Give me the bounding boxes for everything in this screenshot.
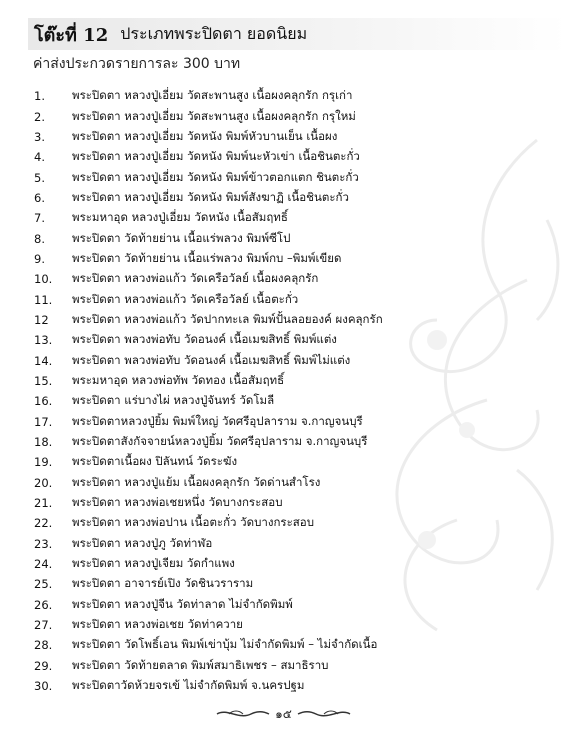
table-number-value: 12 — [83, 24, 109, 46]
list-item — [28, 330, 548, 350]
list-item — [28, 452, 548, 472]
right-ornament-icon — [296, 707, 352, 721]
list-item — [28, 412, 548, 432]
item-number: 17. — [34, 414, 53, 429]
list-item — [28, 513, 548, 533]
item-number: 26. — [34, 597, 53, 612]
item-text: พระปิดตา อาจารย์เปิง วัดชินวราราม — [72, 576, 254, 591]
list-item — [28, 188, 548, 208]
item-text: พระปิดตา หลวงปู่เอี่ยม วัดหนัง พิมพ์สังฆาฏิ เนื้อชินตะกั่ว — [72, 189, 349, 204]
list-item — [28, 595, 548, 615]
list-item — [28, 615, 548, 635]
title-bar — [28, 18, 567, 50]
list-item — [28, 249, 548, 269]
item-text: พระปิดตา หลวงพ่อปาน เนื้อตะกั่ว วัดบางกระสอบ — [72, 515, 315, 530]
list-item — [28, 371, 548, 391]
list-item — [28, 310, 548, 330]
table-number — [34, 20, 108, 49]
item-number: 6. — [34, 190, 45, 205]
item-number: 19. — [34, 455, 53, 470]
item-text: พระปิดตา หลวงพ่อแก้ว วัดปากทะเล พิมพ์ปั้นลอยองค์ ผงคลุกรัก — [72, 311, 383, 326]
item-number: 1. — [34, 89, 45, 104]
item-text: พระปิดตา หลวงปู่เอี่ยม วัดหนัง พิมพ์นะหัวเข่า เนื้อชินตะกั่ว — [72, 149, 360, 164]
item-text: พระปิดตา หลวงปู่เอี่ยม วัดหนัง พิมพ์หัวบานเย็น เนื้อผง — [72, 128, 338, 143]
list-item — [28, 86, 548, 106]
item-text: พระปิดตา พลวงพ่อทับ วัดอนงค์ เนื้อเมฆสิทธิ์ พิมพ์ไม่แต่ง — [72, 352, 351, 367]
list-item — [28, 534, 548, 554]
list-item — [28, 473, 548, 493]
item-number: 15. — [34, 373, 53, 388]
item-text: พระปิดตา หลวงปู่เอี่ยม วัดสะพานสูง เนื้อผงคลุกรัก กรุใหม่ — [72, 108, 356, 123]
list-item — [28, 493, 548, 513]
item-text: พระปิดตาสังกัจจายน์หลวงปู่ยิ้ม วัดศรีอุปลาราม จ.กาญจนบุรี — [72, 434, 368, 449]
left-ornament-icon — [215, 707, 271, 721]
page-number: ๑๕ — [275, 706, 292, 721]
item-text: พระปิดตา หลวงพ่อแก้ว วัดเครือวัลย์ เนื้อตะกั่ว — [72, 291, 299, 306]
item-number: 10. — [34, 272, 53, 287]
list-item — [28, 289, 548, 309]
item-number: 8. — [34, 231, 45, 246]
list-item — [28, 391, 548, 411]
item-text: พระปิดตา หลวงปู่จีน วัดท่าลาด ไม่จำกัดพิมพ์ — [72, 596, 293, 611]
table-prefix: โต๊ะที่ — [34, 24, 77, 46]
list-item — [28, 554, 548, 574]
item-number: 2. — [34, 109, 45, 124]
list-item — [28, 167, 548, 187]
item-number: 11. — [34, 292, 53, 307]
list-item — [28, 676, 548, 696]
entry-fee-subtitle: ค่าส่งประกวดรายการละ 300 บาท — [33, 56, 241, 72]
item-number: 24. — [34, 557, 53, 572]
item-text: พระปิดตา แร่บางไผ่ หลวงปู่จันทร์ วัดโมลี — [72, 393, 275, 408]
item-number: 23. — [34, 536, 53, 551]
item-number: 14. — [34, 353, 53, 368]
item-number: 25. — [34, 577, 53, 592]
item-number: 13. — [34, 333, 53, 348]
item-number: 22. — [34, 516, 53, 531]
item-number: 3. — [34, 129, 45, 144]
item-number: 9. — [34, 251, 45, 266]
item-text: พระปิดตา พลวงพ่อทับ วัดอนงค์ เนื้อเมฆสิทธิ์ พิมพ์แต่ง — [72, 332, 337, 347]
category-list — [28, 86, 548, 696]
list-item — [28, 147, 548, 167]
item-text: พระปิดตา หลวงปู่แย้ม เนื้อผงคลุกรัก วัดด่านสำโรง — [72, 474, 321, 489]
list-item — [28, 228, 548, 248]
item-text: พระปิดตา หลวงพ่อเชยหนึ่ง วัดบางกระสอบ — [72, 495, 283, 510]
item-number: 27. — [34, 618, 53, 633]
item-number: 30. — [34, 679, 53, 694]
list-item — [28, 106, 548, 126]
list-item — [28, 350, 548, 370]
item-text: พระมหาอุด หลวงปู่เอี่ยม วัดหนัง เนื้อสัมฤทธิ์ — [72, 210, 288, 225]
item-number: 28. — [34, 638, 53, 653]
item-text: พระปิดตา หลวงปู่ภู วัดท่าฬ่อ — [72, 535, 213, 550]
item-text: พระปิดตา วัดท้ายย่าน เนื้อแร่พลวง พิมพ์ซีโป — [72, 230, 291, 245]
item-text: พระปิดตา วัดท้ายตลาด พิมพ์สมาธิเพชร – สมาธิราบ — [72, 657, 329, 672]
list-item — [28, 432, 548, 452]
item-number: 18. — [34, 435, 53, 450]
list-item — [28, 269, 548, 289]
item-text: พระปิดตา วัดท้ายย่าน เนื้อแร่พลวง พิมพ์กบ –พิมพ์เขียด — [72, 250, 342, 265]
item-number: 29. — [34, 658, 53, 673]
item-number: 12 — [34, 312, 49, 327]
item-text: พระปิดตาเนื้อผง ปิลันทน์ วัดระฆัง — [72, 454, 238, 469]
list-item — [28, 656, 548, 676]
list-item — [28, 635, 548, 655]
item-text: พระปิดตา หลวงปู่เจียม วัดกำแพง — [72, 556, 235, 571]
list-item — [28, 208, 548, 228]
item-text: พระปิดตาวัดห้วยจรเข้ ไม่จำกัดพิมพ์ จ.นครปฐม — [72, 678, 305, 693]
item-text: พระปิดตา หลวงปู่เอี่ยม วัดสะพานสูง เนื้อผงคลุกรัก กรุเก่า — [72, 88, 353, 103]
item-number: 16. — [34, 394, 53, 409]
item-text: พระปิดตา หลวงปู่เอี่ยม วัดหนัง พิมพ์ข้าวตอกแตก ชินตะกั่ว — [72, 169, 359, 184]
item-text: พระปิดตา หลวงพ่อเชย วัดท่าควาย — [72, 617, 243, 632]
item-number: 21. — [34, 496, 53, 511]
item-text: พระปิดตา หลวงพ่อแก้ว วัดเครือวัลย์ เนื้อผงคลุกรัก — [72, 271, 319, 286]
page-footer — [0, 702, 567, 726]
item-text: พระปิดตาหลวงปู่ยิ้ม พิมพ์ใหญ่ วัดศรีอุปลาราม จ.กาญจนบุรี — [72, 413, 363, 428]
item-number: 7. — [34, 211, 45, 226]
item-number: 5. — [34, 170, 45, 185]
list-item — [28, 574, 548, 594]
item-number: 4. — [34, 150, 45, 165]
list-item — [28, 127, 548, 147]
item-text: พระมหาอุด หลวงพ่อทัพ วัดทอง เนื้อสัมฤทธิ์ — [72, 372, 285, 387]
item-number: 20. — [34, 475, 53, 490]
page-title: ประเภทพระปิดตา ยอดนิยม — [120, 23, 308, 43]
item-text: พระปิดตา วัดโพธิ์เอน พิมพ์เข่าบุ้ม ไม่จำกัดพิมพ์ – ไม่จำกัดเนื้อ — [72, 637, 378, 652]
